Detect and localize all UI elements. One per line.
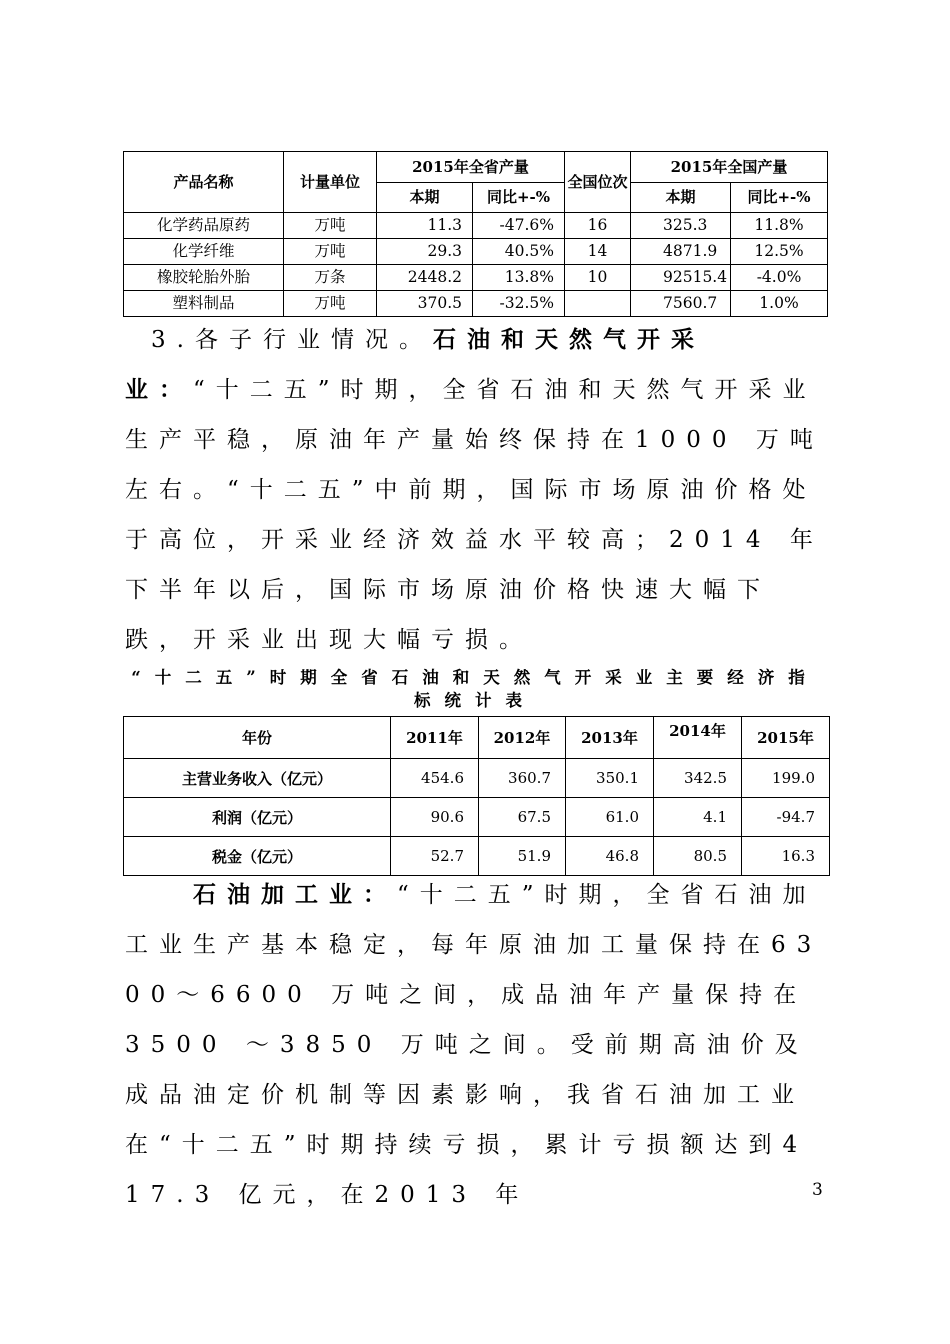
cell-value: 52.7 bbox=[391, 837, 479, 876]
header-2011: 2011年 bbox=[391, 717, 479, 759]
header-province-output: 2015年全省产量 bbox=[377, 152, 565, 183]
cell-value: 67.5 bbox=[479, 798, 566, 837]
province-yoy: -47.6% bbox=[473, 213, 565, 239]
paragraph-oil-gas-extraction bbox=[125, 315, 827, 665]
product-name: 化学药品原药 bbox=[124, 213, 284, 239]
product-output-table bbox=[123, 151, 828, 317]
cell-value: 4.1 bbox=[654, 798, 742, 837]
province-yoy: 13.8% bbox=[473, 265, 565, 291]
product-name: 化学纤维 bbox=[124, 239, 284, 265]
national-yoy: -4.0% bbox=[731, 265, 828, 291]
cell-value: 199.0 bbox=[742, 759, 830, 798]
indent-spacer bbox=[125, 882, 193, 908]
product-unit: 万吨 bbox=[284, 291, 377, 317]
cell-value: 16.3 bbox=[742, 837, 830, 876]
paragraph-oil-refining bbox=[125, 870, 827, 1220]
header-national-output: 2015年全国产量 bbox=[631, 152, 828, 183]
national-current: 92515.4 bbox=[631, 265, 731, 291]
header-province-yoy: 同比+-% bbox=[473, 183, 565, 213]
cell-value: 61.0 bbox=[566, 798, 654, 837]
national-yoy: 12.5% bbox=[731, 239, 828, 265]
row-label: 主营业务收入（亿元） bbox=[124, 759, 391, 798]
table-title: “十二五”时期全省石油和天然气开采业主要经济指标统计表 bbox=[131, 668, 819, 710]
province-yoy: 40.5% bbox=[473, 239, 565, 265]
cell-value: -94.7 bbox=[742, 798, 830, 837]
cell-value: 80.5 bbox=[654, 837, 742, 876]
province-current: 11.3 bbox=[377, 213, 473, 239]
subsection-heading: 石油加工业： bbox=[193, 881, 397, 908]
table-row bbox=[124, 213, 828, 239]
product-unit: 万吨 bbox=[284, 213, 377, 239]
paragraph-text: “十二五”时期，全省石油和天然气开采业生产平稳，原油年产量始终保持在1000 万吨左右。“十二五”中前期，国际市场原油价格处于高位，开采业经济效益水平较高；2014 年下半年以后，国际市场原油价格快速大幅下跌，开采业出现大幅亏损。 bbox=[125, 377, 824, 653]
national-rank: 10 bbox=[565, 265, 631, 291]
header-national-rank: 全国位次 bbox=[565, 152, 631, 213]
province-current: 370.5 bbox=[377, 291, 473, 317]
product-name: 橡胶轮胎外胎 bbox=[124, 265, 284, 291]
header-2014: 2014年 bbox=[654, 717, 742, 759]
header-unit: 计量单位 bbox=[284, 152, 377, 213]
cell-value: 51.9 bbox=[479, 837, 566, 876]
national-current: 325.3 bbox=[631, 213, 731, 239]
province-current: 29.3 bbox=[377, 239, 473, 265]
header-2015: 2015年 bbox=[742, 717, 830, 759]
cell-value: 360.7 bbox=[479, 759, 566, 798]
cell-value: 454.6 bbox=[391, 759, 479, 798]
page-number: 3 bbox=[812, 1180, 823, 1200]
paragraph-text: “十二五”时期，全省石油加工业生产基本稳定，每年原油加工量保持在6300～6600 万吨之间，成品油年产量保持在3500 ～3850 万吨之间。受前期高油价及成品油定价机制等因素影响，我省石油加工业在“十二五”时期持续亏损，累计亏损额达到417.3 亿元，在2013 年 bbox=[125, 882, 823, 1208]
header-product-name: 产品名称 bbox=[124, 152, 284, 213]
cell-value: 342.5 bbox=[654, 759, 742, 798]
table-row bbox=[124, 798, 830, 837]
table-row bbox=[124, 239, 828, 265]
subsection-heading: 石油和天然气开采业： bbox=[125, 326, 705, 403]
product-unit: 万吨 bbox=[284, 239, 377, 265]
national-rank bbox=[565, 291, 631, 317]
cell-value: 90.6 bbox=[391, 798, 479, 837]
cell-value: 46.8 bbox=[566, 837, 654, 876]
national-rank: 16 bbox=[565, 213, 631, 239]
national-current: 7560.7 bbox=[631, 291, 731, 317]
province-yoy: -32.5% bbox=[473, 291, 565, 317]
row-label: 税金（亿元） bbox=[124, 837, 391, 876]
header-2013: 2013年 bbox=[566, 717, 654, 759]
table-header-row bbox=[124, 717, 830, 759]
cell-value: 350.1 bbox=[566, 759, 654, 798]
header-province-current: 本期 bbox=[377, 183, 473, 213]
header-year: 年份 bbox=[124, 717, 391, 759]
row-label: 利润（亿元） bbox=[124, 798, 391, 837]
product-name: 塑料制品 bbox=[124, 291, 284, 317]
oil-gas-indicators-table bbox=[123, 716, 830, 876]
header-2012: 2012年 bbox=[479, 717, 566, 759]
header-national-current: 本期 bbox=[631, 183, 731, 213]
product-unit: 万条 bbox=[284, 265, 377, 291]
national-rank: 14 bbox=[565, 239, 631, 265]
national-yoy: 1.0% bbox=[731, 291, 828, 317]
province-current: 2448.2 bbox=[377, 265, 473, 291]
header-national-yoy: 同比+-% bbox=[731, 183, 828, 213]
section-heading: 3.各子行业情况。 bbox=[151, 327, 433, 353]
table-row bbox=[124, 265, 828, 291]
table-row bbox=[124, 759, 830, 798]
national-current: 4871.9 bbox=[631, 239, 731, 265]
national-yoy: 11.8% bbox=[731, 213, 828, 239]
table-row bbox=[124, 291, 828, 317]
